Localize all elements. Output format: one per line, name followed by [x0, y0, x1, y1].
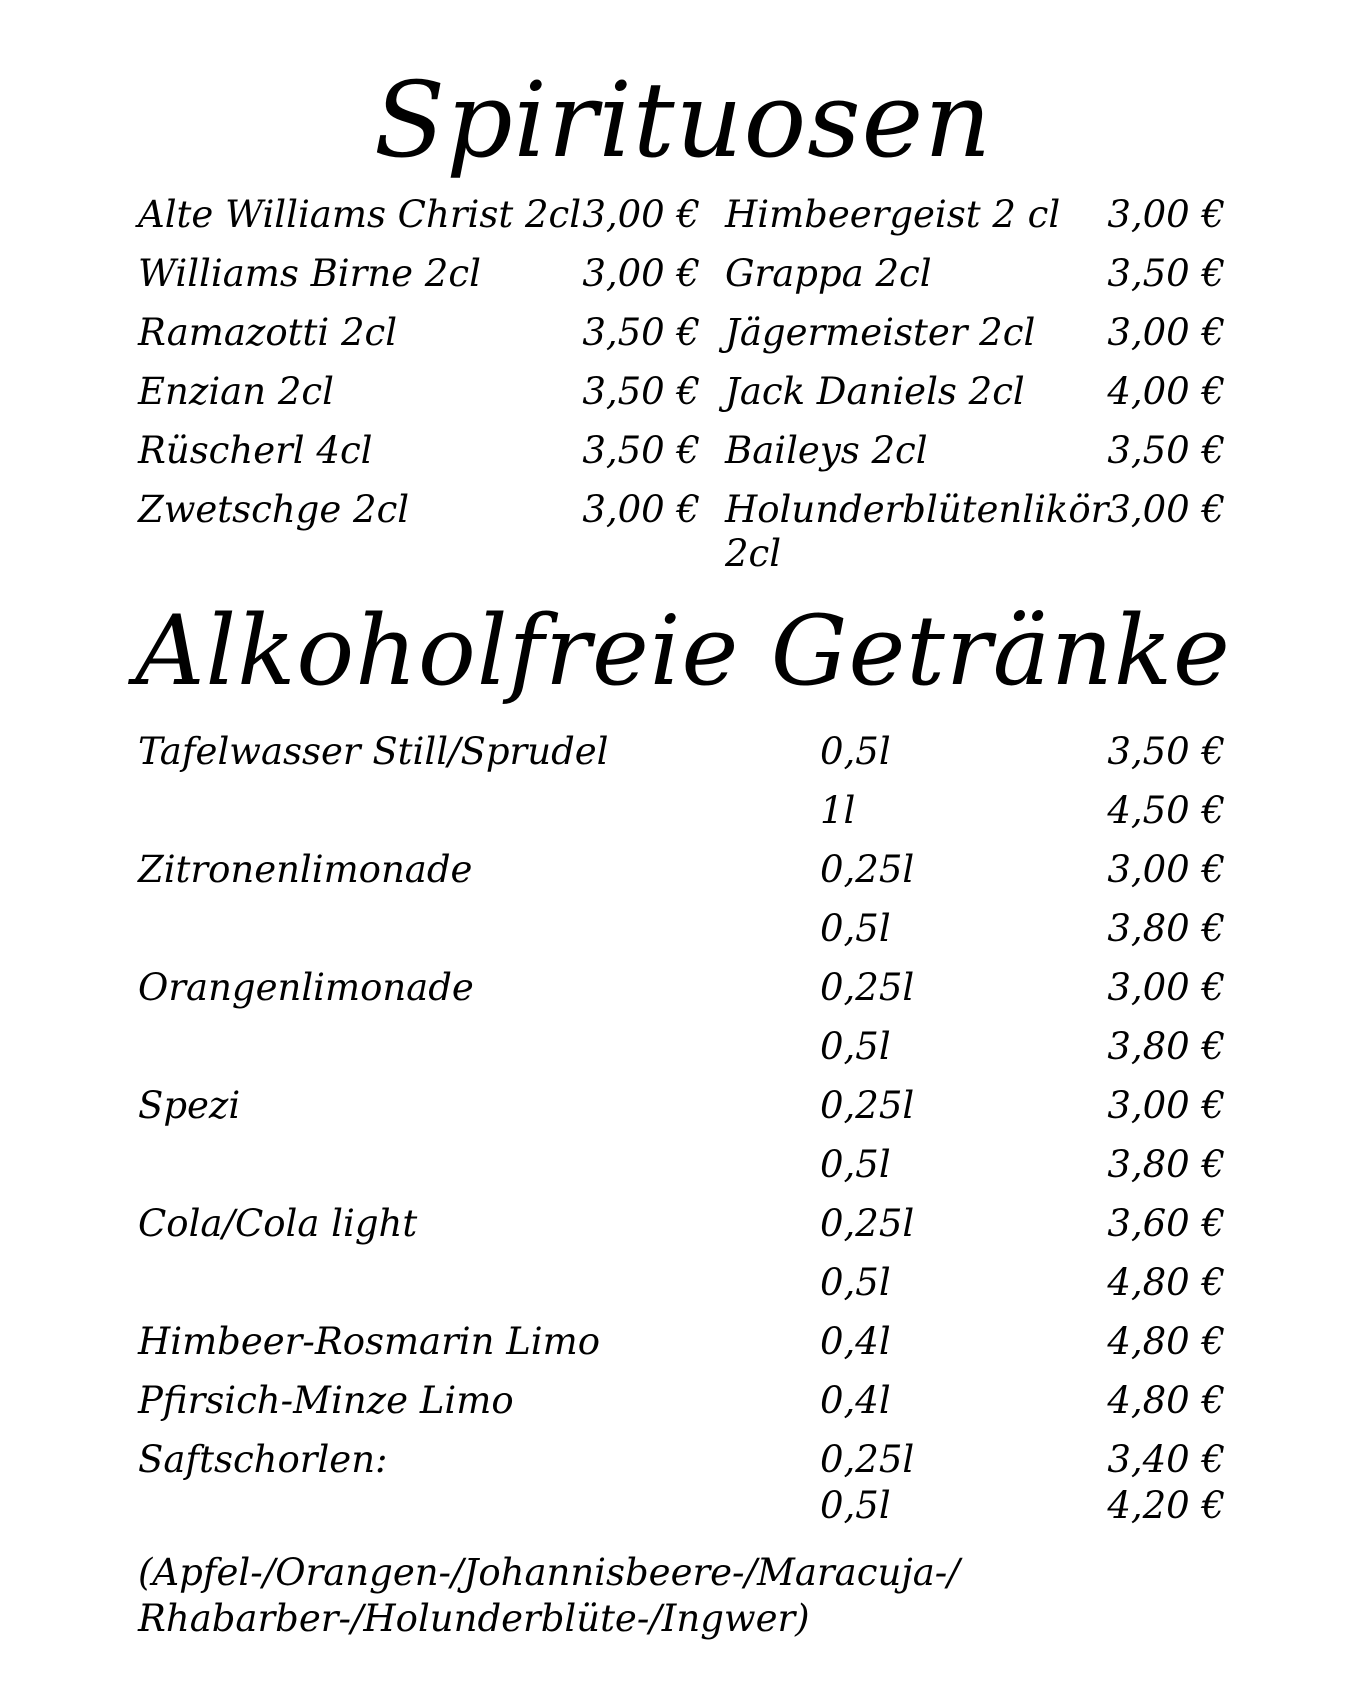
drink-size: 1l: [820, 789, 856, 832]
spirit-price: 3,00 €: [1107, 193, 1225, 236]
drink-size: 0,25l: [820, 1202, 915, 1245]
drink-price: 4,20 €: [1107, 1484, 1225, 1527]
drink-price: 3,00 €: [1107, 966, 1225, 1009]
drink-price: 3,00 €: [1107, 1084, 1225, 1127]
note-line: (Apfel-/Orangen-/Johannisbeere-/Maracuja-/: [138, 1551, 960, 1594]
drink-price: 3,40 €: [1107, 1438, 1225, 1481]
spirit-name: Jägermeister 2cl: [725, 311, 1036, 354]
drink-size: 0,5l: [820, 907, 891, 950]
drink-price: 3,50 €: [1107, 730, 1225, 773]
drink-name: Himbeer-Rosmarin Limo: [138, 1320, 600, 1363]
spirit-price: 3,50 €: [1107, 252, 1225, 295]
spirit-name: Holunderblütenlikör: [725, 488, 1109, 531]
spirit-name: Enzian 2cl: [138, 370, 334, 413]
spirit-name: Jack Daniels 2cl: [725, 370, 1025, 413]
spirit-price: 4,00 €: [1107, 370, 1225, 413]
drink-price: 3,60 €: [1107, 1202, 1225, 1245]
spirit-price: 3,00 €: [1107, 488, 1225, 531]
drink-price: 4,80 €: [1107, 1379, 1225, 1422]
drink-size: 0,25l: [820, 848, 915, 891]
spirit-name: Himbeergeist 2 cl: [725, 193, 1061, 236]
spirit-price: 3,00 €: [582, 193, 700, 236]
spirit-price: 3,50 €: [582, 311, 700, 354]
spirit-name: Grappa 2cl: [725, 252, 932, 295]
drink-size: 0,4l: [820, 1379, 891, 1422]
spirit-price: 3,00 €: [582, 252, 700, 295]
spirit-name: Ramazotti 2cl: [138, 311, 398, 354]
drink-size: 0,25l: [820, 966, 915, 1009]
drink-price: 3,80 €: [1107, 1025, 1225, 1068]
spirit-name: Alte Williams Christ 2cl: [138, 193, 582, 236]
drink-size: 0,25l: [820, 1438, 915, 1481]
spirits-heading: Spirituosen: [373, 59, 993, 181]
drink-name: Spezi: [138, 1084, 241, 1127]
spirit-price: 3,00 €: [1107, 311, 1225, 354]
spirit-price: 3,50 €: [582, 429, 700, 472]
drink-name: Tafelwasser Still/Sprudel: [138, 730, 609, 773]
spirit-name-continued: 2cl: [725, 532, 782, 575]
drink-name: Pfirsich-Minze Limo: [138, 1379, 514, 1422]
drink-size: 0,25l: [820, 1084, 915, 1127]
softdrinks-heading: Alkoholfreie Getränke: [135, 595, 1231, 707]
drink-name: Saftschorlen:: [138, 1438, 388, 1481]
spirit-price: 3,50 €: [1107, 429, 1225, 472]
drink-name: Zitronenlimonade: [138, 848, 473, 891]
note-line: Rhabarber-/Holunderblüte-/Ingwer): [138, 1597, 810, 1640]
drink-name: Cola/Cola light: [138, 1202, 418, 1245]
spirit-name: Baileys 2cl: [725, 429, 928, 472]
saftschorlen-flavors-note: [138, 1550, 960, 1642]
drink-price: 3,80 €: [1107, 1143, 1225, 1186]
drink-size: 0,5l: [820, 1025, 891, 1068]
drink-price: 4,50 €: [1107, 789, 1225, 832]
spirit-price: 3,00 €: [582, 488, 700, 531]
spirit-name: Rüscherl 4cl: [138, 429, 373, 472]
drink-name: Orangenlimonade: [138, 966, 474, 1009]
drink-size: 0,5l: [820, 1261, 891, 1304]
drink-price: 4,80 €: [1107, 1320, 1225, 1363]
drink-size: 0,5l: [820, 1143, 891, 1186]
spirit-name: Zwetschge 2cl: [138, 488, 410, 531]
drink-size: 0,5l: [820, 730, 891, 773]
drink-size: 0,4l: [820, 1320, 891, 1363]
spirit-price: 3,50 €: [582, 370, 700, 413]
spirit-name: Williams Birne 2cl: [138, 252, 481, 295]
drink-price: 3,00 €: [1107, 848, 1225, 891]
drink-price: 3,80 €: [1107, 907, 1225, 950]
drink-price: 4,80 €: [1107, 1261, 1225, 1304]
drink-size: 0,5l: [820, 1484, 891, 1527]
